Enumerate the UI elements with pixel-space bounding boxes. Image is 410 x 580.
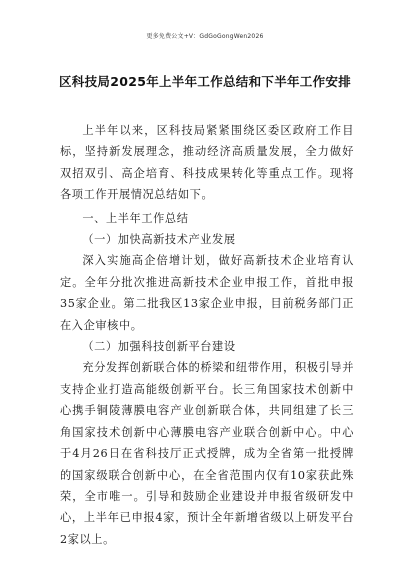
document-title: 区科技局2025年上半年工作总结和下半年工作安排 [59, 74, 351, 89]
subsection-heading-1: （一）加快高新技术产业发展 [82, 233, 236, 247]
subsection-heading-2: （二）加强科技创新平台建设 [82, 340, 236, 354]
document-body [60, 120, 354, 550]
section-heading-1: 一、上半年工作总结 [82, 211, 189, 225]
paragraph-innovation-platform: 充分发挥创新联合体的桥梁和纽带作用，积极引导并支持企业打造高能级创新平台。长三角国家技术创新中心携手铜陵薄膜电容产业创新联合体，共同组建了长三角国家技术创新中心薄膜电容产业联合创新中心。中心于4月26日在省科技厅正式授牌，成为全省第一批授牌的国家级联合创新中心，在全省范围内仅有10家获此殊荣，全市唯一。引导和鼓励企业建设并申报省级研发中心，上半年已申报4家，预计全年新增省级以上研发平台2家以上。 [60, 361, 354, 546]
header-note: 更多免费公文+V：GdGoGongWen2026 [146, 33, 264, 40]
paragraph-high-tech: 深入实施高企倍增计划，做好高新技术企业培育认定。全年分批次推进高新技术企业申报工作，首批申报35家企业。第二批我区13家企业申报，目前税务部门正在入企审核中。 [60, 254, 354, 332]
paragraph-intro: 上半年以来，区科技局紧紧围绕区委区政府工作目标，坚持新发展理念，推动经济高质量发展，全力做好双招双引、高企培育、科技成果转化等重点工作。现将各项工作开展情况总结如下。 [60, 124, 354, 202]
